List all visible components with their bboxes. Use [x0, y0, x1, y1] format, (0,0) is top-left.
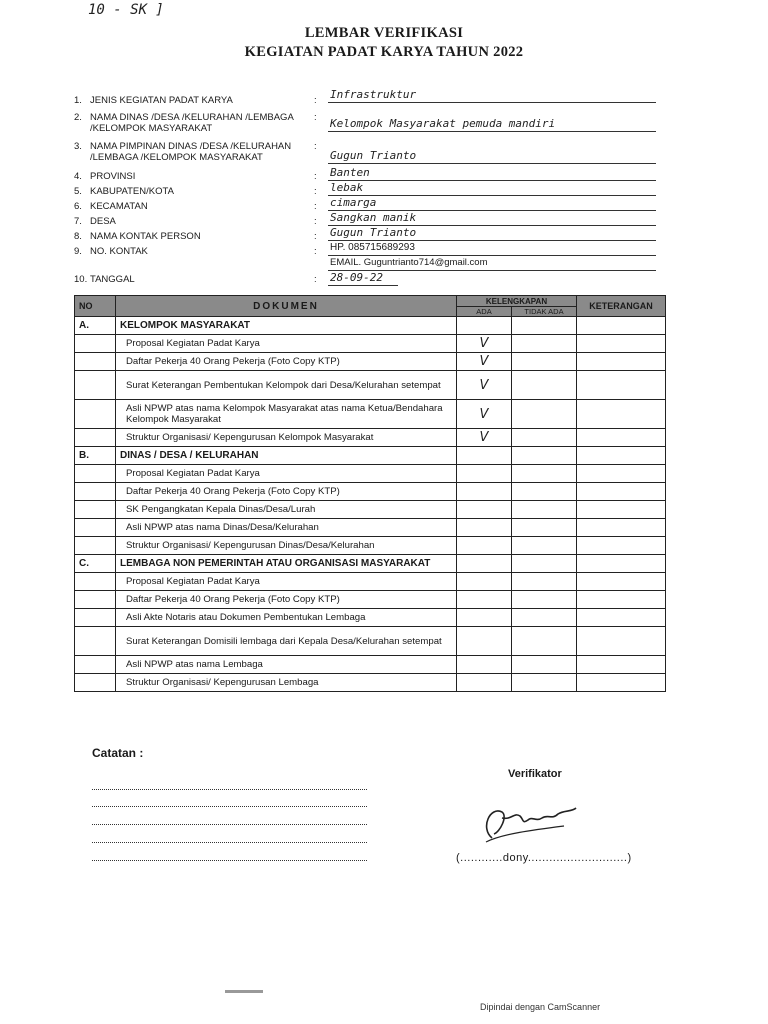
- section-title: DINAS / DESA / KELURAHAN: [116, 447, 457, 465]
- table-row: [75, 627, 666, 656]
- header-keterangan: KETERANGAN: [577, 296, 666, 317]
- field-value-nama-dinas: Kelompok Masyarakat pemuda mandiri: [328, 117, 656, 132]
- table-row: [75, 483, 666, 501]
- table-row: [75, 573, 666, 591]
- table-row: [75, 591, 666, 609]
- signature: [472, 798, 582, 848]
- note-line: [92, 842, 367, 843]
- field-value-jenis-kegiatan: Infrastruktur: [328, 88, 656, 103]
- field-value-kabupaten: lebak: [328, 181, 656, 196]
- catatan-label: Catatan :: [92, 746, 144, 760]
- document-checklist-table: [74, 295, 666, 692]
- section-row: [75, 555, 666, 573]
- note-line: [92, 860, 367, 861]
- note-line: [92, 806, 367, 807]
- field-value-kecamatan: cimarga: [328, 196, 656, 211]
- table-row: [75, 353, 666, 371]
- document-item: Proposal Kegiatan Padat Karya: [116, 465, 457, 483]
- table-row: [75, 400, 666, 429]
- document-item: Surat Keterangan Pembentukan Kelompok dari Desa/Kelurahan setempat: [116, 371, 457, 400]
- page-title: LEMBAR VERIFIKASI: [304, 25, 464, 41]
- table-row: [75, 656, 666, 674]
- page-subtitle: KEGIATAN PADAT KARYA TAHUN 2022: [244, 44, 524, 60]
- field-value-email: EMAIL. Guguntrianto714@gmail.com: [328, 256, 656, 271]
- corner-note: 10 - SK ]: [88, 2, 164, 18]
- section-code: C.: [75, 555, 116, 573]
- section-code: B.: [75, 447, 116, 465]
- field-value-nama-pimpinan: Gugun Trianto: [328, 149, 656, 164]
- header-kelengkapan: KELENGKAPAN: [457, 296, 577, 307]
- verifikator-name: (............dony............................): [456, 852, 632, 864]
- document-item: Struktur Organisasi/ Kepengurusan Lembaga: [116, 674, 457, 692]
- table-row: [75, 371, 666, 400]
- field-value-hp: HP. 085715689293: [328, 241, 656, 256]
- document-item: Daftar Pekerja 40 Orang Pekerja (Foto Copy KTP): [116, 353, 457, 371]
- scanner-watermark: Dipindai dengan CamScanner: [480, 1002, 601, 1012]
- document-item: Struktur Organisasi/ Kepengurusan Kelompok Masyarakat: [116, 429, 457, 447]
- section-row: [75, 447, 666, 465]
- document-item: Asli NPWP atas nama Lembaga: [116, 656, 457, 674]
- table-row: [75, 501, 666, 519]
- section-code: A.: [75, 317, 116, 335]
- note-line: [92, 824, 367, 825]
- verifikator-label: Verifikator: [508, 768, 562, 780]
- document-item: SK Pengangkatan Kepala Dinas/Desa/Lurah: [116, 501, 457, 519]
- document-item: Surat Keterangan Domisili lembaga dari Kepala Desa/Kelurahan setempat: [116, 627, 457, 656]
- note-line: [92, 789, 367, 790]
- header-no: NO: [75, 296, 116, 317]
- document-item: Proposal Kegiatan Padat Karya: [116, 573, 457, 591]
- check-mark: V: [457, 335, 512, 353]
- check-mark: V: [457, 400, 512, 429]
- scan-mark: [225, 990, 263, 993]
- document-item: Daftar Pekerja 40 Orang Pekerja (Foto Copy KTP): [116, 483, 457, 501]
- document-item: Daftar Pekerja 40 Orang Pekerja (Foto Copy KTP): [116, 591, 457, 609]
- table-row: [75, 335, 666, 353]
- header-tidak-ada: TIDAK ADA: [512, 307, 577, 317]
- table-row: [75, 674, 666, 692]
- field-value-tanggal: 28-09-22: [328, 271, 398, 286]
- field-value-kontak-person: Gugun Trianto: [328, 226, 656, 241]
- check-mark: V: [457, 371, 512, 400]
- document-item: Proposal Kegiatan Padat Karya: [116, 335, 457, 353]
- field-value-provinsi: Banten: [328, 166, 656, 181]
- document-item: Asli NPWP atas nama Kelompok Masyarakat atas nama Ketua/Bendahara Kelompok Masyarakat: [116, 400, 457, 429]
- section-title: LEMBAGA NON PEMERINTAH ATAU ORGANISASI MASYARAKAT: [116, 555, 457, 573]
- field-value-desa: Sangkan manik: [328, 211, 656, 226]
- document-item: Asli Akte Notaris atau Dokumen Pembentukan Lembaga: [116, 609, 457, 627]
- header-dokumen: DOKUMEN: [116, 296, 457, 317]
- document-item: Struktur Organisasi/ Kepengurusan Dinas/Desa/Kelurahan: [116, 537, 457, 555]
- table-row: [75, 609, 666, 627]
- section-row: [75, 317, 666, 335]
- document-item: Asli NPWP atas nama Dinas/Desa/Kelurahan: [116, 519, 457, 537]
- header-ada: ADA: [457, 307, 512, 317]
- table-row: [75, 519, 666, 537]
- check-mark: V: [457, 429, 512, 447]
- check-mark: V: [457, 353, 512, 371]
- table-row: [75, 429, 666, 447]
- section-title: KELOMPOK MASYARAKAT: [116, 317, 457, 335]
- table-row: [75, 465, 666, 483]
- table-row: [75, 537, 666, 555]
